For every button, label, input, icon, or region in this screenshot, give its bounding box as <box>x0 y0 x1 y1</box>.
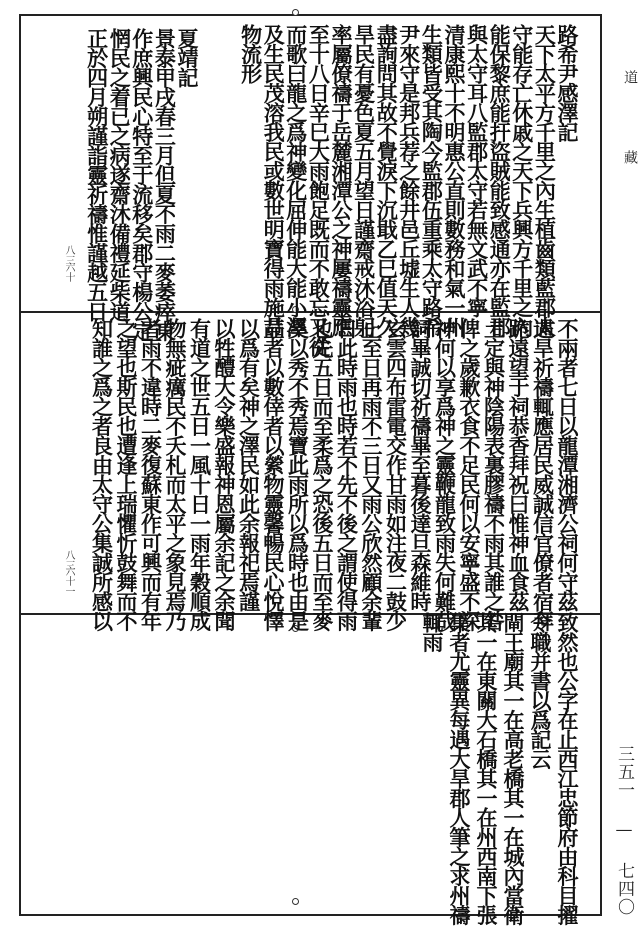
text-column-6: 輒雨 <box>420 612 445 651</box>
margin-note: 八三 <box>63 550 74 570</box>
binding-hole <box>292 898 299 905</box>
text-column-14: 以爲有矣神之澤民如此余報祀焉謹 <box>236 318 262 611</box>
text-column-20: 知誰之爲之者良由太守公集誠所感以 <box>89 318 115 630</box>
binding-hole <box>292 9 299 16</box>
text-column-14: 及生民茂溶我民或數世明寶得雨施品 <box>261 24 287 336</box>
text-column-1: 致然也公字在止西江忠節府由科目擢 <box>555 612 580 924</box>
text-column-5: 俾之歲歉衣食不足民何以安寧盛不深 <box>457 318 482 630</box>
text-column-2: 令職并書以爲記云 <box>528 612 553 768</box>
text-column-4: 土定與神陰陽表裏膠禱不雨其誰之咎 <box>481 318 507 630</box>
text-column-16: 有道之世五日一風十日一雨年穀順成 <box>187 318 213 630</box>
text-column-4: 能保黎庶能扞盜賊能致感通亦在監郡 <box>487 24 513 336</box>
text-column-15: 以牲醴大令樂盛報神恩屬余記之余聞 <box>212 318 237 630</box>
text-column-12: 至十八日辛巳大雨飽足既而不敢忘又從 <box>306 24 332 356</box>
text-column-8: 尹來守是邦兵荐之餘井邑丘墟生人幾 <box>396 24 422 336</box>
colophon-column-5: 正於四月朔謹詣靈祈禱惟謹越五日 <box>84 28 110 321</box>
text-column-3: 守能存亡休戚之天下兵興方千里之內 <box>509 24 535 336</box>
collection-title: 道 <box>622 70 638 86</box>
text-column-13: 而歌曰龍之爲神變化屈伸能大能小澤 <box>283 24 309 336</box>
text-column-15: 物流形 <box>238 24 264 83</box>
text-column-1: 路希尹感澤記 <box>555 24 580 141</box>
collection-subtitle: 藏 <box>622 150 638 166</box>
text-column-3: 跪遠望于祠恭香拜祝曰惟神血食茲 <box>506 318 531 611</box>
text-column-8: 玄雲四布雷電交作甘雨如注夜二鼓少 <box>383 318 409 630</box>
text-column-13: 荳者以數倖者以縈物靈馨暢民心悅懌 <box>261 318 286 630</box>
text-column-17: 物無疵癘民不夭札而太平之象見焉乃 <box>163 318 188 630</box>
colophon-column-4: 惘民之着已之病遂齋沐備禮延柴道 <box>107 28 133 321</box>
text-column-12: 奚以秀不秀焉寶此雨所以爲時也由是 <box>285 318 311 630</box>
text-column-4: 其一在東關大石橋其一在州西南下張 <box>474 612 499 924</box>
text-column-6: 清康熙十不明惠公直則數務和氣一州 <box>442 24 467 336</box>
text-column-2: 遇旱祈禱輒應居民威誠信官僚者宿拜 <box>530 318 556 630</box>
text-column-7: 詞畢誠切祈禱畢至暮後達旦森維時 <box>408 318 433 611</box>
text-column-11: 率屬僚禱于岳麓湘潭公之神屢禱靈應 <box>329 24 354 336</box>
colophon-column-1: 夏靖記 <box>175 28 200 87</box>
text-column-9: 盡詢問其故不覺淚下沉戢乙巳值天久 <box>374 24 400 336</box>
text-column-5: 與太守耳八監郡太守若無文武不寧 <box>464 24 490 317</box>
text-column-2: 天下太平方千里之內生植齒類藍郡太 <box>532 24 558 336</box>
page-number: 三五一 — 七四〇 <box>614 745 634 916</box>
text-column-10: 日此時雨也時若不先不後之謂使得雨 <box>334 318 360 630</box>
text-column-6: 神何以享爲神之靈鞭龍致雨失何難哉 <box>432 318 458 630</box>
text-column-5: 集者尤靈異每遇大旱郡人筆之求州禱 <box>447 612 472 924</box>
colophon-column-3: 作庶興民心特至于流移矣郡守楊公定 <box>129 28 155 340</box>
margin-note: 六十 <box>63 262 74 282</box>
text-column-19: 之望也斯民也遭逢上瑞懼忻鼓舞而不 <box>114 318 139 630</box>
text-column-7: 生類皆受其陶今監郡伍重乘太守路希 <box>419 24 445 336</box>
margin-note: 六十一 <box>63 566 74 596</box>
text-column-10: 旱民有憂色夏五月望日謹齋戒沐浴躬 <box>351 24 377 336</box>
text-column-18: 者雨不違時二麥復蘇東作可興而有年 <box>138 318 164 630</box>
text-column-1: 不兩者七日以龍潭湘濟公祠何守茲 <box>555 318 580 611</box>
margin-note: 八三 <box>63 245 74 265</box>
text-column-9: 止至日再雨不三日又雨公欣然顧余輩 <box>359 318 384 630</box>
text-column-3: 閘王廟其一在高老橋其一在城內當衛 <box>501 612 526 924</box>
text-column-11: 也先五日而至柔爲之恐後五日而至麥 <box>310 318 335 630</box>
colophon-column-2: 景泰甲戌春三月但夏不雨二麥萎瘁東 <box>152 28 178 340</box>
